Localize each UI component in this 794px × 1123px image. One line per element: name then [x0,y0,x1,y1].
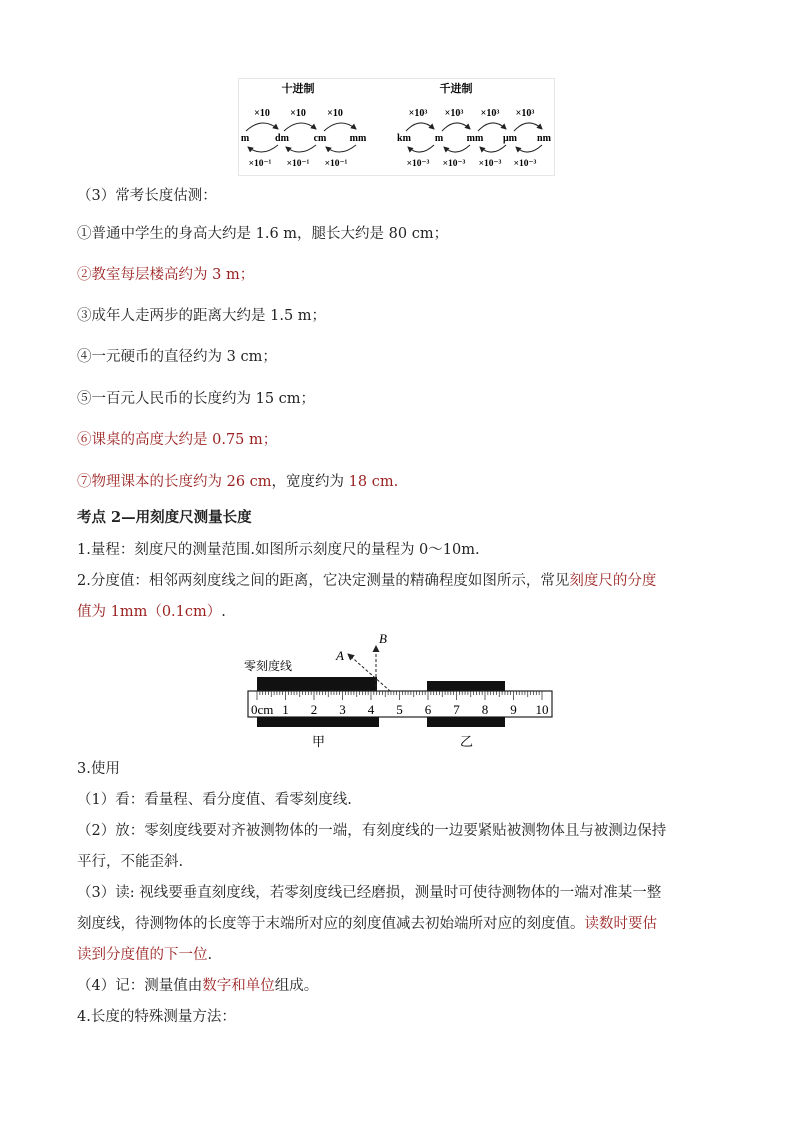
ruler-number: 4 [367,702,375,717]
decimal-title: 十进制 [281,83,315,95]
estimate-item-1: ①普通中学生的身高大约是 1.6 m，腿长大约是 80 cm； [77,226,449,242]
range-line: 1.量程：刻度尺的测量范围.如图所示刻度尺的量程为 0～10m. [77,542,480,558]
read-highlight: 读数时要估 [584,916,657,932]
ruler-number: 10 [535,702,549,717]
usage-read-2 [77,914,657,934]
estimates-heading: （3）常考长度估测： [77,188,217,204]
usage-place-1: （2）放：零刻度线要对齐被测物体的一端，有刻度线的一边要紧贴被测物体且与被测边保持 [77,823,667,839]
unit-label: dm [275,133,289,144]
up-label: ×10 [254,108,270,119]
division-end: . [221,604,226,620]
unit-conversion-figure [238,78,555,176]
down-label: ×10⁻³ [513,159,537,169]
ruler-zero-label: 0cm [251,702,274,717]
estimate-item-7-part3: 18 cm. [348,474,399,490]
ruler-number: 1 [282,702,289,717]
estimate-item-7-part2: ，宽度约为 [271,474,349,490]
unit-label: m [240,133,250,144]
up-label: ×10³ [480,108,500,119]
read-highlight-2: 读到分度值的下一位 [77,947,208,963]
kilo-title: 千进制 [439,83,473,95]
object-jia-bottom [257,717,379,727]
down-label: ×10⁻³ [442,159,466,169]
unit-label: mm [349,133,367,144]
division-line-1 [77,571,656,591]
usage-title: 3.使用 [77,761,120,777]
ruler-number: 5 [396,702,403,717]
division-text: 2.分度值：相邻两刻度线之间的距离，它决定测量的精确程度如图所示，常见 [77,573,570,589]
object-jia-top [257,677,377,691]
record-end: 组成。 [274,978,319,994]
usage-record [77,976,318,996]
ruler-number: 7 [453,702,460,717]
label-a: A [336,648,344,663]
down-label: ×10⁻³ [478,159,502,169]
record-text: （4）记：测量值由 [77,978,203,994]
usage-read-3 [77,945,212,965]
zero-line-label: 零刻度线 [244,659,293,673]
up-label: ×10³ [515,108,535,119]
up-label: ×10³ [444,108,464,119]
read-end: . [207,947,213,963]
ruler-number: 2 [310,702,318,717]
usage-read-1: （3）读: 视线要垂直刻度线，若零刻度线已经磨损，测量时可使待测物体的一端对准某一整 [77,885,662,901]
object-yi-bottom [427,717,505,727]
division-value: 值为 1mm（0.1cm） [77,604,222,620]
division-line-2 [77,602,226,622]
unit-label: km [397,133,411,144]
read-text: 刻度线，待测物体的长度等于末端所对应的刻度值减去初始端所对应的刻度值。 [77,916,585,932]
section-title: 考点 2—用刻度尺测量长度 [77,509,252,526]
unit-label: cm [313,133,327,144]
label-jia: 甲 [312,734,326,749]
special-methods: 4.长度的特殊测量方法： [77,1009,236,1025]
up-label: ×10 [327,108,343,119]
up-label: ×10³ [408,108,428,119]
estimate-item-3: ③成年人走两步的距离大约是 1.5 m； [77,308,327,324]
unit-label: mm [466,133,484,144]
down-label: ×10⁻¹ [248,159,272,169]
record-highlight: 数字和单位 [202,978,275,994]
estimate-item-5: ⑤一百元人民币的长度约为 15 cm； [77,391,316,407]
division-highlight: 刻度尺的分度 [569,573,657,589]
object-yi-top [427,681,505,691]
estimate-item-4: ④一元硬币的直径约为 3 cm； [77,349,277,365]
label-b: B [379,631,387,646]
unit-label: nm [537,133,551,144]
ruler-number: 6 [424,702,432,717]
down-label: ×10⁻¹ [324,159,348,169]
ruler-number: 3 [339,702,346,717]
ruler-number: 9 [510,702,517,717]
usage-look: （1）看：看量程、看分度值、看零刻度线. [77,792,352,808]
down-label: ×10⁻¹ [286,159,310,169]
ruler-figure [238,630,558,750]
up-label: ×10 [290,108,306,119]
usage-place-2: 平行，不能歪斜. [77,854,184,870]
unit-label: m [434,133,444,144]
down-label: ×10⁻³ [406,159,430,169]
unit-label: μm [503,133,517,144]
estimate-item-2: ②教室每层楼高约为 3 m； [77,267,255,283]
label-yi: 乙 [460,734,474,749]
estimate-item-7 [77,472,398,492]
ruler-number: 8 [481,702,489,717]
estimate-item-6: ⑥课桌的高度大约是 0.75 m； [77,432,278,448]
estimate-item-7-part1: ⑦物理课本的长度约为 26 cm [77,474,272,490]
